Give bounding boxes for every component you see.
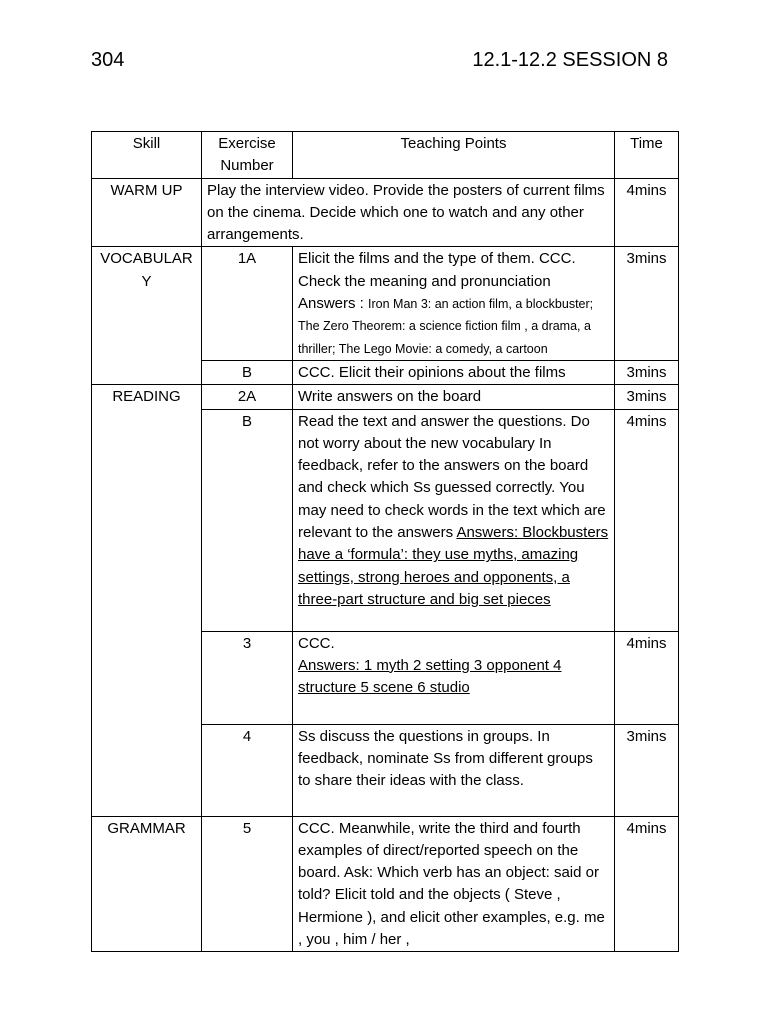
header-teaching-points: Teaching Points [293,132,615,179]
lesson-plan-table [91,131,679,952]
table-row-grammar-5 [92,816,679,952]
time-cell: 3mins [615,360,679,384]
skill-cell: WARM UP [92,178,202,247]
points-cell: Write answers on the board [293,385,615,409]
exercise-cell: B [202,360,293,384]
exercise-cell: 5 [202,816,293,952]
points-cell: CCC. Meanwhile, write the third and fourth examples of direct/reported speech on the board. Ask: Which verb has an object: said or told? Elicit told and the objects ( Steve , Hermione ), and elicit other examples, e.g. me , you , him / her , [293,816,615,952]
time-cell: 4mins [615,178,679,247]
answers-text: Answers: 1 myth 2 setting 3 opponent 4 structure 5 scene 6 studio [298,656,562,697]
time-cell: 4mins [615,816,679,952]
exercise-cell: 4 [202,724,293,816]
time-cell: 3mins [615,724,679,816]
points-cell: Ss discuss the questions in groups. In feedback, nominate Ss from different groups to share their ideas with the class. [293,724,615,816]
answers-text: Answers: Blockbusters have a ‘formula’: they use myths, amazing settings, strong heroes and opponents, a three-part structure and big set pieces [298,524,609,608]
exercise-cell: 2A [202,385,293,409]
points-cell [293,247,615,360]
points-text: CCC. [298,634,335,652]
session-title: 12.1-12.2 SESSION 8 [472,49,668,71]
page-number: 304 [91,49,125,71]
time-cell: 3mins [615,385,679,409]
skill-cell: GRAMMAR [92,816,202,952]
time-cell: 4mins [615,409,679,631]
points-cell: CCC. Elicit their opinions about the films [293,360,615,384]
table-row-reading-2a [92,385,679,409]
time-cell: 3mins [615,247,679,360]
points-line: Elicit the films and the type of them. CCC. [298,250,576,268]
points-cell: Play the interview video. Provide the posters of current films on the cinema. Decide which one to watch and any other arrangements. [202,178,615,247]
answers-text: Iron Man 3: an action film, a blockbuster; The Zero Theorem: a science fiction film , a drama, a thriller; The Lego Movie: a comedy, a cartoon [298,297,594,356]
header-time: Time [615,132,679,179]
header-exercise: Exercise Number [202,132,293,179]
points-text: Read the text and answer the questions. Do not worry about the new vocabulary In feedback, refer to the answers on the board and check which Ss guessed correctly. You may need to check words in the text which are relevant to the answers [298,412,606,542]
exercise-cell: B [202,409,293,631]
points-cell [293,631,615,724]
points-cell [293,409,615,631]
skill-cell: VOCABULARY [92,247,202,385]
answers-label: Answers : [298,295,369,313]
table-row-vocabulary-1a [92,247,679,360]
table-header-row [92,132,679,179]
skill-cell: READING [92,385,202,816]
header-skill: Skill [92,132,202,179]
exercise-cell: 1A [202,247,293,360]
points-line: Check the meaning and pronunciation [298,272,551,290]
time-cell: 4mins [615,631,679,724]
exercise-cell: 3 [202,631,293,724]
table-row-warmup [92,178,679,247]
